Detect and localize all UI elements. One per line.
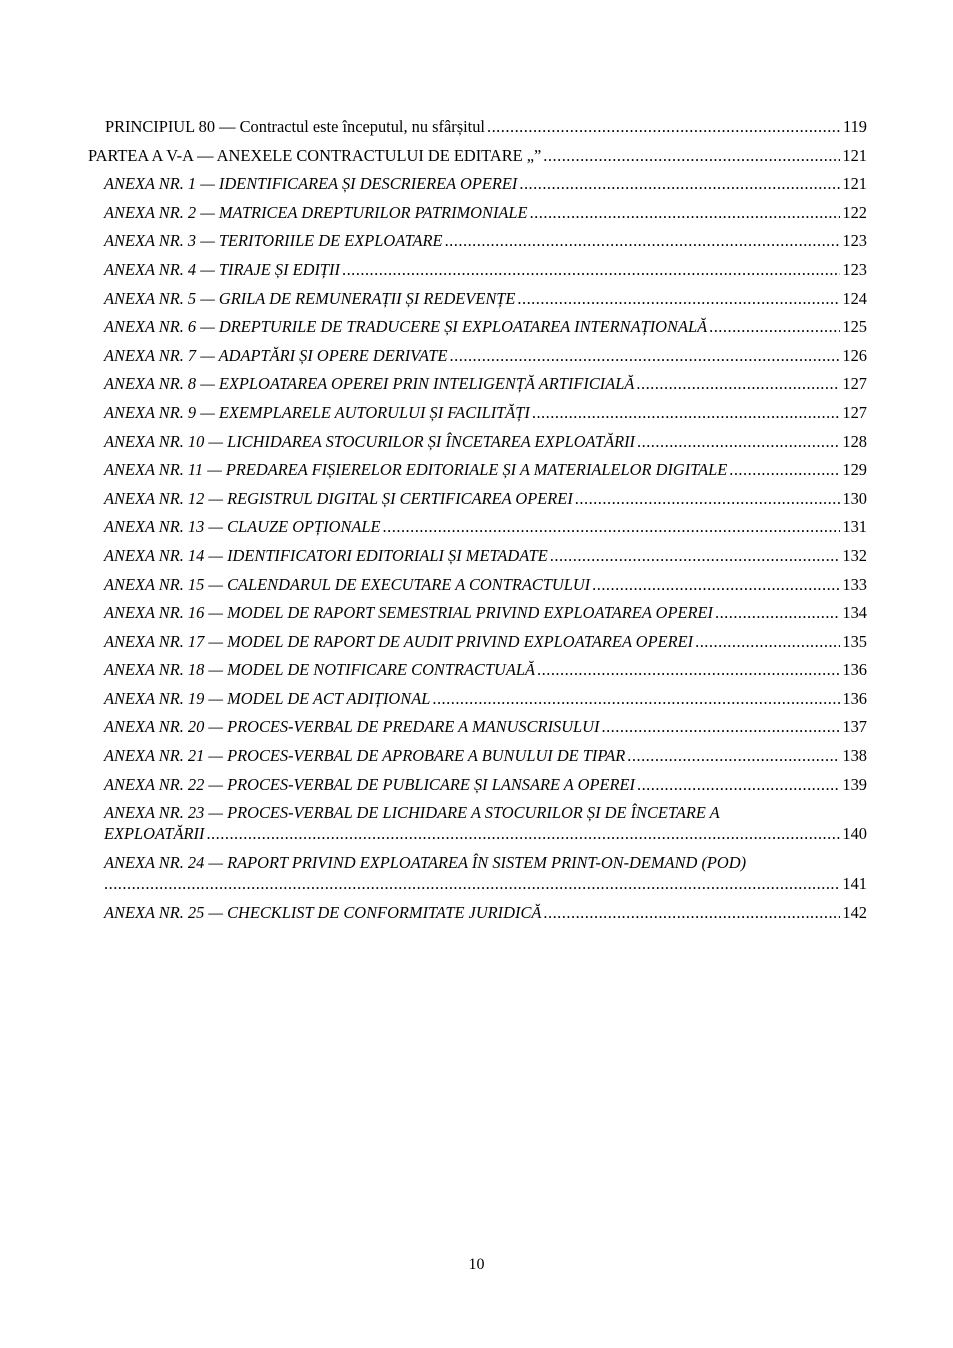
toc-entry-page: 127 — [842, 402, 867, 422]
toc-entry-title: ANEXA NR. 23 — PROCES-VERBAL DE LICHIDARE A STOCURILOR ȘI DE ÎNCETARE A — [104, 803, 720, 823]
dot-leader — [342, 260, 840, 280]
toc-entry-annex-10[interactable] — [88, 430, 867, 459]
dot-leader — [537, 660, 840, 680]
toc-entry-title: ANEXA NR. 9 — EXEMPLARELE AUTORULUI ȘI FACILITĂȚI — [104, 402, 530, 422]
toc-entry-title: ANEXA NR. 13 — CLAUZE OPȚIONALE — [104, 517, 381, 537]
table-of-contents — [88, 115, 867, 930]
dot-leader — [104, 874, 840, 894]
dot-leader — [592, 575, 840, 595]
toc-entry-title: ANEXA NR. 15 — CALENDARUL DE EXECUTARE A CONTRACTULUI — [104, 574, 591, 594]
toc-entry-page: 128 — [842, 431, 867, 451]
dot-leader — [715, 603, 840, 623]
toc-entry-principle-80[interactable] — [88, 115, 867, 144]
toc-entry-annex-8[interactable] — [88, 372, 867, 401]
toc-entry-annex-13[interactable] — [88, 515, 867, 544]
dot-leader — [543, 146, 840, 166]
toc-entry-annex-1[interactable] — [88, 172, 867, 201]
toc-entry-page: 123 — [842, 259, 867, 279]
dot-leader — [543, 903, 840, 923]
toc-entry-title: PRINCIPIUL 80 — Contractul este începutul, nu sfârșitul — [105, 117, 485, 136]
dot-leader — [575, 489, 841, 509]
toc-entry-annex-24[interactable] — [88, 851, 867, 901]
toc-entry-title: ANEXA NR. 19 — MODEL DE ACT ADIȚIONAL — [104, 688, 431, 708]
toc-entry-page: 142 — [842, 903, 867, 923]
dot-leader — [450, 346, 841, 366]
toc-entry-title: ANEXA NR. 21 — PROCES-VERBAL DE APROBARE A BUNULUI DE TIPAR — [104, 746, 626, 766]
toc-entry-page: 131 — [842, 517, 867, 537]
toc-entry-page: 124 — [842, 288, 867, 308]
toc-entry-page: 138 — [842, 746, 867, 766]
toc-entry-title: ANEXA NR. 5 — GRILA DE REMUNERAȚII ȘI REDEVENȚE — [104, 288, 516, 308]
dot-leader — [519, 174, 840, 194]
toc-entry-annex-7[interactable] — [88, 344, 867, 373]
toc-entry-title: PARTEA A V-A — ANEXELE CONTRACTULUI DE EDITARE „” — [88, 145, 542, 165]
toc-entry-page: 139 — [842, 774, 867, 794]
toc-entry-page: 130 — [842, 488, 867, 508]
toc-entry-title: ANEXA NR. 22 — PROCES-VERBAL DE PUBLICARE ȘI LANSARE A OPEREI — [104, 774, 635, 794]
toc-entry-page: 132 — [842, 545, 867, 565]
dot-leader — [432, 689, 840, 709]
toc-entry-title: ANEXA NR. 4 — TIRAJE ȘI EDIȚII — [104, 259, 340, 279]
toc-entry-page: 135 — [842, 631, 867, 651]
toc-entry-annex-21[interactable] — [88, 744, 867, 773]
dot-leader — [530, 203, 841, 223]
toc-entry-annex-25[interactable] — [88, 901, 867, 930]
toc-entry-title: ANEXA NR. 25 — CHECKLIST DE CONFORMITATE JURIDICĂ — [104, 903, 542, 923]
toc-entry-page: 129 — [842, 460, 867, 480]
toc-entry-page: 127 — [842, 374, 867, 394]
toc-entry-title: ANEXA NR. 24 — RAPORT PRIVIND EXPLOATAREA ÎN SISTEM PRINT-ON-DEMAND (POD) — [104, 853, 747, 873]
toc-entry-title: ANEXA NR. 3 — TERITORIILE DE EXPLOATARE — [104, 231, 443, 251]
dot-leader — [637, 432, 840, 452]
toc-entry-page: 119 — [843, 117, 867, 136]
toc-entry-page: 121 — [842, 145, 867, 165]
dot-leader — [383, 517, 841, 537]
toc-entry-annex-17[interactable] — [88, 630, 867, 659]
dot-leader — [532, 403, 841, 423]
dot-leader — [636, 374, 840, 394]
toc-entry-annex-4[interactable] — [88, 258, 867, 287]
dot-leader — [729, 460, 840, 480]
toc-entry-title: ANEXA NR. 20 — PROCES-VERBAL DE PREDARE A MANUSCRISULUI — [104, 717, 600, 737]
toc-entry-annex-20[interactable] — [88, 715, 867, 744]
toc-entry-page: 123 — [842, 231, 867, 251]
toc-entry-page: 134 — [842, 603, 867, 623]
toc-entry-annex-15[interactable] — [88, 573, 867, 602]
dot-leader — [206, 824, 840, 844]
toc-entry-annex-19[interactable] — [88, 687, 867, 716]
dot-leader — [601, 717, 840, 737]
toc-entry-page: 141 — [842, 874, 867, 894]
toc-entry-annex-18[interactable] — [88, 658, 867, 687]
toc-entry-annex-12[interactable] — [88, 487, 867, 516]
toc-entry-annex-5[interactable] — [88, 287, 867, 316]
toc-entry-annex-11[interactable] — [88, 458, 867, 487]
dot-leader — [695, 632, 840, 652]
toc-entry-title: ANEXA NR. 1 — IDENTIFICAREA ȘI DESCRIEREA OPEREI — [104, 174, 518, 194]
toc-entry-page: 136 — [842, 660, 867, 680]
toc-entry-annex-9[interactable] — [88, 401, 867, 430]
dot-leader — [550, 546, 841, 566]
toc-entry-page: 137 — [842, 717, 867, 737]
dot-leader — [517, 289, 840, 309]
toc-entry-title: ANEXA NR. 8 — EXPLOATAREA OPEREI PRIN INTELIGENȚĂ ARTIFICIALĂ — [104, 374, 635, 394]
toc-entry-page: 126 — [842, 345, 867, 365]
dot-leader — [487, 117, 841, 137]
toc-entry-title: ANEXA NR. 12 — REGISTRUL DIGITAL ȘI CERTIFICAREA OPEREI — [104, 488, 573, 508]
toc-entry-title: ANEXA NR. 16 — MODEL DE RAPORT SEMESTRIAL PRIVIND EXPLOATAREA OPEREI — [104, 603, 713, 623]
toc-entry-annex-6[interactable] — [88, 315, 867, 344]
dot-leader — [445, 231, 841, 251]
toc-entry-page: 136 — [842, 688, 867, 708]
toc-entry-page: 140 — [842, 824, 867, 844]
toc-entry-page: 133 — [842, 574, 867, 594]
toc-entry-annex-23[interactable] — [88, 801, 867, 851]
toc-entry-title: ANEXA NR. 2 — MATRICEA DREPTURILOR PATRIMONIALE — [104, 202, 528, 222]
page-number: 10 — [468, 1256, 485, 1273]
dot-leader — [637, 775, 840, 795]
toc-entry-title: ANEXA NR. 18 — MODEL DE NOTIFICARE CONTRACTUALĂ — [104, 660, 536, 680]
toc-entry-title: ANEXA NR. 6 — DREPTURILE DE TRADUCERE ȘI EXPLOATAREA INTERNAȚIONALĂ — [104, 317, 708, 337]
toc-entry-page: 125 — [842, 317, 867, 337]
toc-entry-annex-22[interactable] — [88, 773, 867, 802]
toc-entry-annex-2[interactable] — [88, 201, 867, 230]
toc-entry-title: ANEXA NR. 10 — LICHIDAREA STOCURILOR ȘI ÎNCETAREA EXPLOATĂRII — [104, 431, 636, 451]
toc-entry-title: ANEXA NR. 11 — PREDAREA FIȘIERELOR EDITORIALE ȘI A MATERIALELOR DIGITALE — [104, 460, 728, 480]
toc-entry-title: ANEXA NR. 17 — MODEL DE RAPORT DE AUDIT PRIVIND EXPLOATAREA OPEREI — [104, 631, 694, 651]
toc-entry-page: 122 — [842, 202, 867, 222]
toc-entry-title-continuation: EXPLOATĂRII — [104, 824, 205, 844]
annex-list — [88, 172, 867, 801]
toc-entry-part-5[interactable] — [88, 144, 867, 173]
toc-entry-title: ANEXA NR. 7 — ADAPTĂRI ȘI OPERE DERIVATE — [104, 345, 448, 365]
dot-leader — [627, 746, 840, 766]
toc-entry-title: ANEXA NR. 14 — IDENTIFICATORI EDITORIALI ȘI METADATE — [104, 545, 548, 565]
toc-entry-annex-3[interactable] — [88, 229, 867, 258]
toc-entry-annex-14[interactable] — [88, 544, 867, 573]
toc-entry-page: 121 — [842, 174, 867, 194]
dot-leader — [709, 317, 840, 337]
toc-entry-annex-16[interactable] — [88, 601, 867, 630]
